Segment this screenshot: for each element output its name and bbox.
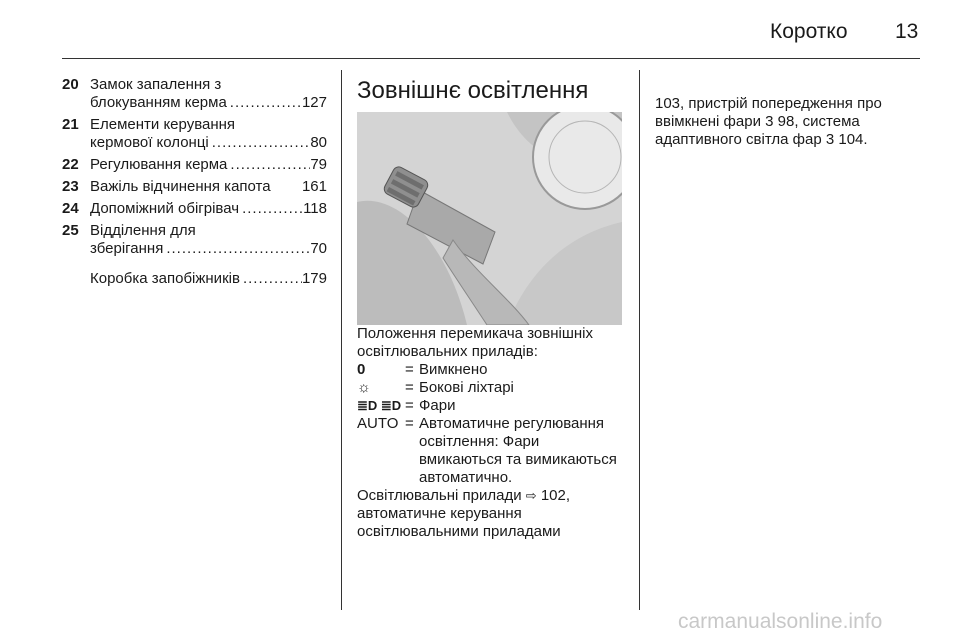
toc-text: Важіль відчинення капота bbox=[90, 178, 271, 195]
reference-page: 102, bbox=[540, 487, 571, 504]
toc-text: Відділення для bbox=[90, 222, 196, 239]
continued-text-column bbox=[655, 80, 925, 164]
leader-dots bbox=[163, 240, 310, 258]
toc-number: 22 bbox=[62, 156, 79, 173]
switch-position-desc: Фари bbox=[419, 397, 456, 414]
reference-paragraph bbox=[357, 487, 625, 541]
toc-column bbox=[62, 76, 327, 288]
column-divider-1 bbox=[341, 70, 342, 610]
toc-page: 127 bbox=[301, 94, 327, 111]
page-ref-arrow-icon: ⇨ bbox=[525, 488, 537, 503]
toc-text: Допоміжний обігрівач bbox=[90, 200, 240, 217]
reference-text: Освітлювальні прилади bbox=[357, 487, 522, 504]
toc-page: 79 bbox=[310, 156, 327, 173]
toc-text: блокуванням керма bbox=[90, 94, 227, 111]
toc-text: Регулювання керма bbox=[90, 156, 228, 173]
switch-position-desc: Вимкнено bbox=[419, 361, 488, 378]
column-divider-2 bbox=[639, 70, 640, 610]
toc-number: 21 bbox=[62, 116, 79, 133]
leader-dots bbox=[240, 270, 302, 288]
fuse-page: 179 bbox=[301, 270, 327, 287]
fuse-label: Коробка запобіжників bbox=[90, 270, 240, 287]
reference-tail: автоматичне керування освітлювальними приладами bbox=[357, 505, 561, 540]
toc-text: Замок запалення з bbox=[90, 76, 222, 93]
toc-text: кермової колонці bbox=[90, 134, 209, 151]
toc-page: 161 bbox=[301, 178, 327, 195]
toc-number: 20 bbox=[62, 76, 79, 93]
toc-item bbox=[62, 116, 327, 152]
page-header bbox=[0, 0, 960, 60]
toc-item bbox=[62, 178, 327, 196]
light-switch-drawing bbox=[357, 112, 622, 325]
light-switch-illustration bbox=[357, 112, 622, 325]
leader-dots bbox=[209, 134, 311, 152]
equals-sign: = bbox=[405, 361, 414, 378]
side-lights-icon: ☼ bbox=[357, 379, 371, 396]
switch-position-row bbox=[357, 379, 625, 397]
section-title: Зовнішнє освітлення bbox=[357, 77, 589, 104]
toc-page: 70 bbox=[310, 240, 327, 257]
equals-sign: = bbox=[405, 379, 414, 396]
watermark: carmanualsonline.info bbox=[678, 610, 883, 633]
equals-sign: = bbox=[405, 415, 414, 432]
toc-number: 23 bbox=[62, 178, 79, 195]
toc-item bbox=[62, 156, 327, 174]
fuse-box-entry bbox=[62, 270, 327, 288]
page-title: Коротко bbox=[770, 20, 848, 43]
switch-position-row bbox=[357, 415, 625, 487]
exterior-lighting-section bbox=[357, 76, 625, 541]
leader-dots bbox=[227, 156, 310, 174]
switch-position-row bbox=[357, 361, 625, 379]
switch-position-desc: Автоматичне регулювання освітлення: Фари вмикаються та вимикаються автоматично. bbox=[419, 415, 617, 486]
auto-light-icon: AUTO bbox=[357, 415, 399, 432]
toc-item bbox=[62, 200, 327, 218]
toc-text: зберігання bbox=[90, 240, 164, 257]
toc-item bbox=[62, 76, 327, 112]
off-icon: 0 bbox=[357, 361, 366, 378]
page-number: 13 bbox=[895, 20, 919, 43]
equals-sign: = bbox=[405, 397, 414, 414]
toc-item bbox=[62, 222, 327, 258]
switch-position-desc: Бокові ліхтарі bbox=[419, 379, 514, 396]
switch-caption: Положення перемикача зовнішніх освітлювальних приладів: bbox=[357, 325, 593, 360]
switch-position-row bbox=[357, 397, 625, 415]
header-rule bbox=[62, 58, 920, 59]
headlights-icon: ≣D ≣D bbox=[357, 398, 402, 413]
toc-text: Елементи керування bbox=[90, 116, 236, 133]
toc-page: 118 bbox=[303, 200, 327, 217]
toc-number: 24 bbox=[62, 200, 79, 217]
leader-dots bbox=[227, 94, 302, 112]
toc-number: 25 bbox=[62, 222, 79, 239]
toc-page: 80 bbox=[310, 134, 327, 151]
leader-dots bbox=[239, 200, 303, 218]
continued-text: 103, пристрій попередження про ввімкнені фари 3 98, система адаптивного світла фар 3 104. bbox=[655, 95, 882, 148]
